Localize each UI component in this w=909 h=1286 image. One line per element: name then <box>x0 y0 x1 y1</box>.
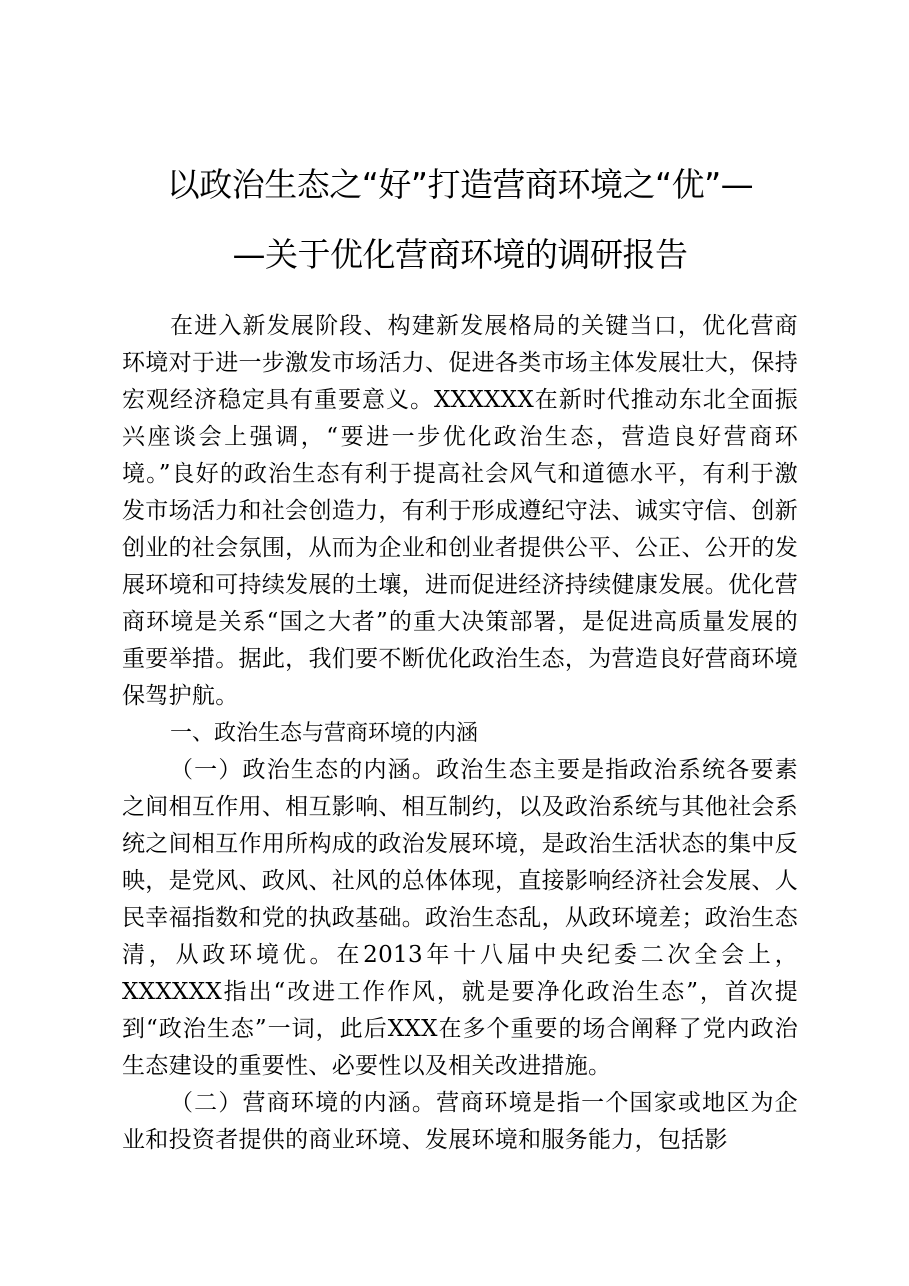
subsection-1-text: 政治生态主要是指政治系统各要素之间相互作用、相互影响、相互制约，以及政治系统与其他社会系统之间相互作用所构成的政治发展环境，是政治生活状态的集中反映，是党风、政风、社风的总体体现，直接影响经济社会发展、人民幸福指数和党的执政基础。政治生态乱，从政环境差；政治生态清，从政环境优。在2013年十八届中央纪委二次全会上，XXXXXX指出“改进工作作风，就是要净化政治生态”，首次提到“政治生态”一词，此后XXX在多个重要的场合阐释了党内政治生态建设的重要性、必要性以及相关改进措施。 <box>122 757 798 1079</box>
subsection-1-heading: （一）政治生态的内涵。 <box>170 757 437 783</box>
subsection-2-heading: （二）营商环境的内涵。 <box>170 1090 437 1116</box>
document-page <box>122 150 798 1159</box>
subsection-1-paragraph <box>122 752 798 1085</box>
document-title <box>122 150 798 290</box>
section-heading-1: 一、政治生态与营商环境的内涵 <box>170 721 479 746</box>
title-line-1: 以政治生态之“好”打造营商环境之“优”— <box>166 165 754 204</box>
subsection-2-paragraph <box>122 1085 798 1159</box>
intro-paragraph: 在进入新发展阶段、构建新发展格局的关键当口，优化营商环境对于进一步激发市场活力、促进各类市场主体发展壮大，保持宏观经济稳定具有重要意义。XXXXXX在新时代推动东北全面振兴座谈会上强调，“要进一步优化政治生态，营造良好营商环境。”良好的政治生态有利于提高社会风气和道德水平，有利于激发市场活力和社会创造力，有利于形成遵纪守法、诚实守信、创新创业的社会氛围，从而为企业和创业者提供公平、公正、公开的发展环境和可持续发展的土壤，进而促进经济持续健康发展。优化营商环境是关系“国之大者”的重大决策部署，是促进高质量发展的重要举措。据此，我们要不断优化政治生态，为营造良好营商环境保驾护航。 <box>122 313 798 709</box>
subsection-2-text: 营商环境是指一个国家或地区为企业和投资者提供的商业环境、发展环境和服务能力，包括影 <box>122 1090 798 1153</box>
title-line-2: —关于优化营商环境的调研报告 <box>232 235 688 274</box>
